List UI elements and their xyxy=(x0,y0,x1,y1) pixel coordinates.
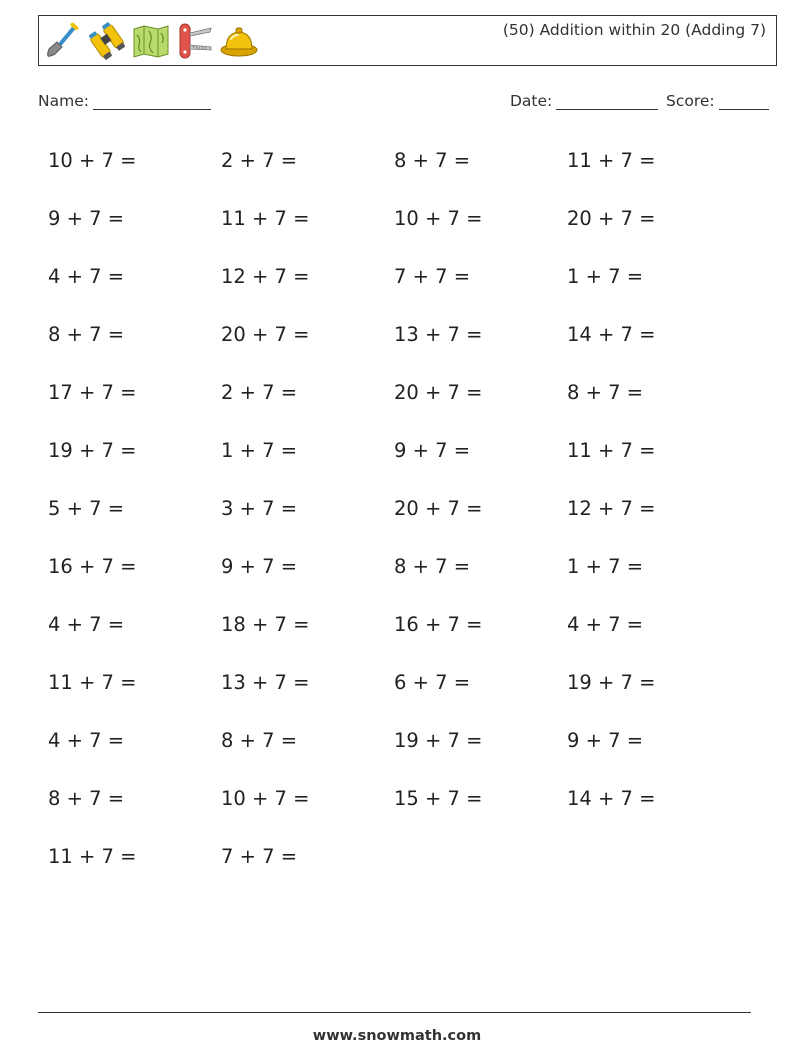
binoculars-icon xyxy=(87,21,127,61)
name-label: Name: xyxy=(38,92,89,110)
map-icon xyxy=(131,21,171,61)
problem-item: 20 + 7 = xyxy=(221,323,310,346)
problem-item: 3 + 7 = xyxy=(221,497,298,520)
problem-item: 13 + 7 = xyxy=(394,323,483,346)
problem-item: 9 + 7 = xyxy=(48,207,125,230)
worksheet-header xyxy=(38,15,777,66)
problem-item: 8 + 7 = xyxy=(48,787,125,810)
problem-item: 4 + 7 = xyxy=(48,265,125,288)
date-label: Date: xyxy=(510,92,553,110)
problem-item: 12 + 7 = xyxy=(221,265,310,288)
problem-grid xyxy=(48,145,740,899)
problem-item: 14 + 7 = xyxy=(567,787,656,810)
problem-item: 11 + 7 = xyxy=(48,845,137,868)
problem-item: 8 + 7 = xyxy=(394,149,471,172)
problem-item: 11 + 7 = xyxy=(567,149,656,172)
helmet-icon xyxy=(219,21,259,61)
score-blank xyxy=(719,93,769,110)
problem-item: 9 + 7 = xyxy=(567,729,644,752)
problem-item: 4 + 7 = xyxy=(567,613,644,636)
problem-item: 1 + 7 = xyxy=(567,265,644,288)
problem-item: 11 + 7 = xyxy=(567,439,656,462)
problem-item: 7 + 7 = xyxy=(221,845,298,868)
footer-url: www.snowmath.com xyxy=(312,1028,482,1044)
date-blank xyxy=(556,93,658,110)
footer-divider xyxy=(38,1012,751,1013)
problem-item: 18 + 7 = xyxy=(221,613,310,636)
problem-item: 11 + 7 = xyxy=(48,671,137,694)
problem-item: 20 + 7 = xyxy=(394,381,483,404)
problem-item: 8 + 7 = xyxy=(567,381,644,404)
problem-item: 4 + 7 = xyxy=(48,729,125,752)
problem-item: 15 + 7 = xyxy=(394,787,483,810)
problem-item: 10 + 7 = xyxy=(48,149,137,172)
problem-item: 14 + 7 = xyxy=(567,323,656,346)
problem-item: 9 + 7 = xyxy=(394,439,471,462)
problem-item: 1 + 7 = xyxy=(567,555,644,578)
problem-item: 19 + 7 = xyxy=(567,671,656,694)
problem-item: 20 + 7 = xyxy=(567,207,656,230)
problem-item: 8 + 7 = xyxy=(48,323,125,346)
problem-item: 20 + 7 = xyxy=(394,497,483,520)
score-field xyxy=(666,92,769,110)
problem-item: 16 + 7 = xyxy=(394,613,483,636)
name-blank xyxy=(93,93,211,110)
problem-item: 12 + 7 = xyxy=(567,497,656,520)
problem-item: 19 + 7 = xyxy=(394,729,483,752)
worksheet-title: (50) Addition within 20 (Adding 7) xyxy=(502,21,766,39)
problem-item: 10 + 7 = xyxy=(221,787,310,810)
date-field xyxy=(510,92,658,110)
score-label: Score: xyxy=(666,92,715,110)
problem-item: 8 + 7 = xyxy=(394,555,471,578)
problem-item: 11 + 7 = xyxy=(221,207,310,230)
problem-item: 2 + 7 = xyxy=(221,149,298,172)
problem-item: 7 + 7 = xyxy=(394,265,471,288)
problem-item: 2 + 7 = xyxy=(221,381,298,404)
header-icons xyxy=(43,20,259,62)
shovel-icon xyxy=(43,21,83,61)
problem-item: 17 + 7 = xyxy=(48,381,137,404)
problem-item: 5 + 7 = xyxy=(48,497,125,520)
problem-item: 4 + 7 = xyxy=(48,613,125,636)
problem-item: 6 + 7 = xyxy=(394,671,471,694)
problem-item: 8 + 7 = xyxy=(221,729,298,752)
problem-item: 9 + 7 = xyxy=(221,555,298,578)
problem-item: 16 + 7 = xyxy=(48,555,137,578)
problem-item: 10 + 7 = xyxy=(394,207,483,230)
problem-item: 19 + 7 = xyxy=(48,439,137,462)
name-field xyxy=(38,92,211,110)
problem-item: 1 + 7 = xyxy=(221,439,298,462)
problem-item: 13 + 7 = xyxy=(221,671,310,694)
pocket-knife-icon xyxy=(175,21,215,61)
